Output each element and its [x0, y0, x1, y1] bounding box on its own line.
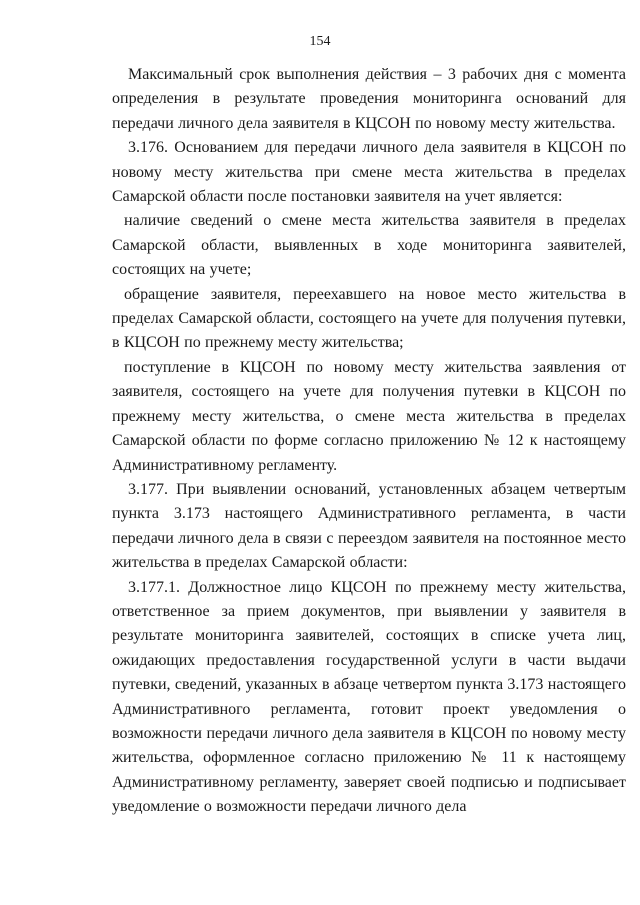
- document-body: [112, 63, 626, 820]
- paragraph-3-177-1: 3.177.1. Должностное лицо КЦСОН по прежнему месту жительства, ответственное за прием документов, при выявлении у заявителя в результате мониторинга заявителей, состоящих в списке учета лиц, ожидающих предоставления государственной услуги в части выдачи путевки, сведений, указанных в абзаце четвертом пункта 3.173 настоящего Административного регламента, готовит проект уведомления о возможности передачи личного дела заявителя в КЦСОН по новому месту жительства, оформленное согласно приложению № 11 к настоящему Административному регламенту, заверяет своей подписью и подписывает уведомление о возможности передачи личного дела: [112, 578, 626, 816]
- paragraph-grounds-applicant-request: обращение заявителя, переехавшего на новое место жительства в пределах Самарской области, состоящего на учете для получения путевки, в КЦСОН по прежнему месту жительства;: [112, 285, 626, 352]
- paragraph-3-176: 3.176. Основанием для передачи личного дела заявителя в КЦСОН по новому месту жительства при смене места жительства в пределах Самарской области после постановки заявителя на учет является:: [112, 139, 626, 206]
- paragraph-grounds-new-residence-application: поступление в КЦСОН по новому месту жительства заявления от заявителя, состоящего на учете для получения путевки в КЦСОН по прежнему месту жительства, о смене места жительства в пределах Самарской области по форме согласно приложению № 12 к настоящему Административному регламенту.: [112, 358, 626, 474]
- paragraph-deadline: Максимальный срок выполнения действия – 3 рабочих дня с момента определения в результате проведения мониторинга оснований для передачи личного дела заявителя в КЦСОН по новому месту жительства.: [112, 66, 626, 132]
- paragraph-3-177: 3.177. При выявлении оснований, установленных абзацем четвертым пункта 3.173 настоящего Административного регламента, в части передачи личного дела в связи с переездом заявителя на постоянное место жительства в пределах Самарской области:: [112, 480, 626, 572]
- paragraph-grounds-monitoring: наличие сведений о смене места жительства заявителя в пределах Самарской области, выявленных в ходе мониторинга заявителей, состоящих на учете;: [112, 212, 626, 279]
- page-number: 154: [309, 34, 331, 49]
